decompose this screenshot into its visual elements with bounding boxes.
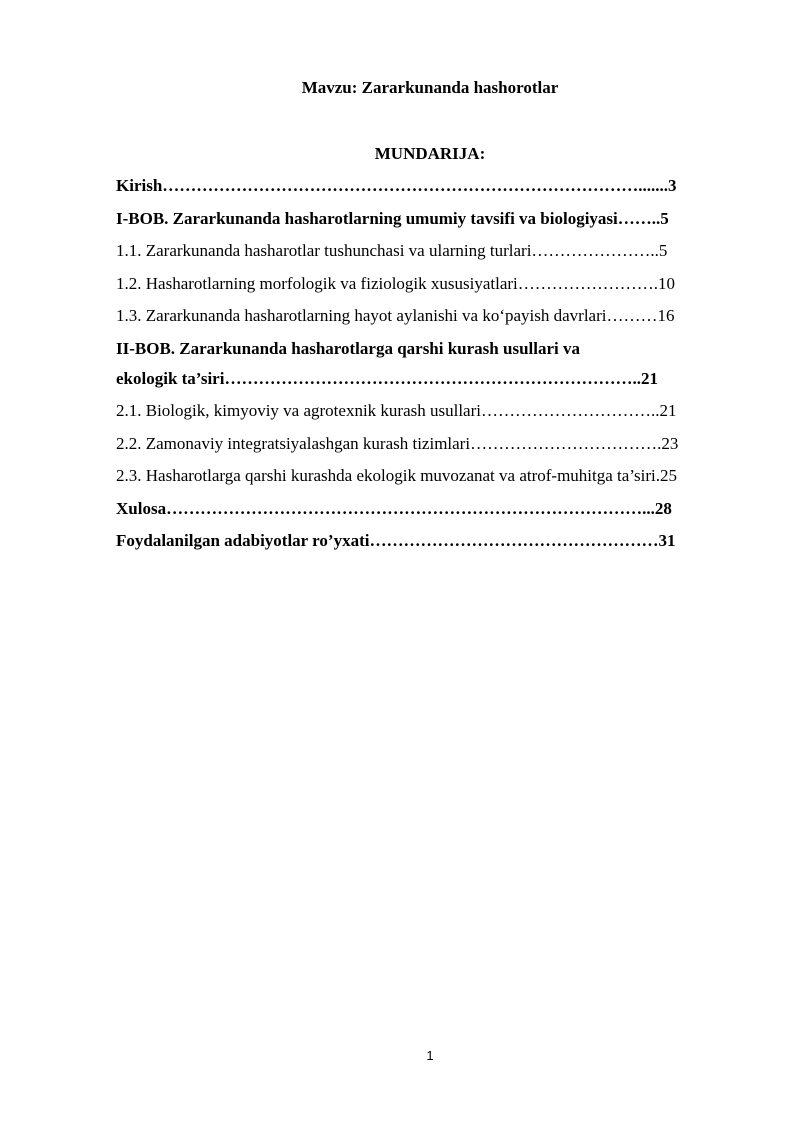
toc-entry-section-1-3: 1.3. Zararkunanda hasharotlarning hayot aylanishi va ko‘payish davrlari………16 (116, 306, 675, 325)
toc-entry-intro: Kirish………………………………………………………………………….......3 (116, 176, 677, 195)
toc-entry-section-2-3: 2.3. Hasharotlarga qarshi kurashda ekologik muvozanat va atrof-muhitga ta’siri.25 (116, 466, 677, 485)
toc-entry-section-2-2: 2.2. Zamonaviy integratsiyalashgan kurash tizimlari…………………………….23 (116, 433, 679, 453)
toc-entry-section-1-1: 1.1. Zararkunanda hasharotlar tushunchasi va ularning turlari…………………..5 (116, 241, 668, 260)
toc-entry-references: Foydalanilgan adabiyotlar ro’yxati……………………………………………31 (116, 531, 676, 550)
table-of-contents (116, 174, 756, 562)
toc-entry-chapter-2-line-2: ekologik ta’siri………………………………………………………………..21 (116, 368, 658, 388)
toc-entry-conclusion: Xulosa…………………………………………………………………………...28 (116, 498, 672, 518)
toc-entry-chapter-2-line-1: II-BOB. Zararkunanda hasharotlarga qarshi kurash usullari va (116, 338, 580, 358)
toc-heading: MUNDARIJA: (374, 144, 486, 163)
toc-entry-chapter-1: I-BOB. Zararkunanda hasharotlarning umumiy tavsifi va biologiyasi……..5 (116, 208, 669, 228)
toc-entry-section-2-1: 2.1. Biologik, kimyoviy va agrotexnik kurash usullari…………………………..21 (116, 401, 677, 420)
toc-entry-section-1-2: 1.2. Hasharotlarning morfologik va fiziologik xususiyatlari…………………….10 (116, 273, 676, 293)
topic-title: Mavzu: Zararkunanda hashorotlar (301, 78, 559, 97)
page-number: 1 (426, 1048, 434, 1063)
